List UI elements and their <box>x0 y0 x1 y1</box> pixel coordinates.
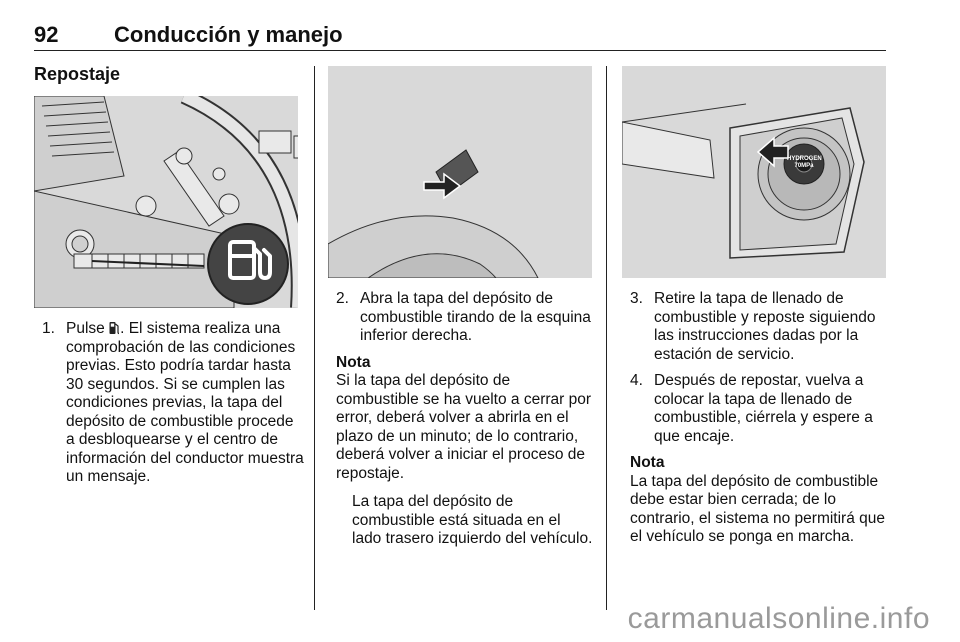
step-text: . El sistema realiza una comprobación de las condiciones previas. Esto podría tardar hasta 30 segundos. Si se cumplen las condiciones previas, la tapa del depósito de combustible procede a desbloquearse y el centro de información del conductor muestra un mensaje. <box>66 320 304 485</box>
column-3-text <box>630 290 888 557</box>
info-paragraph: La tapa del depósito de combustible está situada en el lado trasero izquierdo del vehículo. <box>352 493 593 547</box>
fuel-door-illustration <box>328 66 592 278</box>
note-body: La tapa del depósito de combustible debe estar bien cerrada; de lo contrario, el sistema no permitirá que el vehículo se ponga en marcha. <box>630 472 886 545</box>
step-1 <box>42 320 304 487</box>
step-2 <box>336 290 594 346</box>
step-number: 3. <box>630 290 643 307</box>
fuel-door-release-icon <box>109 321 120 335</box>
section-title: Repostaje <box>34 64 121 84</box>
note-body: Si la tapa del depósito de combustible se ha vuelto a cerrar por error, deberá volver a abrirla en el plazo de un minuto; de lo contrario, deberá volver a iniciar el proceso de repostaje. <box>336 372 592 482</box>
watermark: carmanualsonline.info <box>627 602 930 635</box>
dashboard-illustration <box>34 96 298 308</box>
step-text: Pulse <box>66 320 110 337</box>
step-4 <box>630 372 888 446</box>
step-text: Retire la tapa de llenado de combustible y reposte siguiendo las instrucciones dadas por la estación de servicio. <box>654 290 876 363</box>
hydrogen-cap-label: HYDROGEN 70MPa <box>787 156 822 169</box>
page-number: 92 <box>34 22 59 47</box>
step-number: 1. <box>42 320 55 337</box>
column-divider <box>606 66 607 610</box>
column-divider <box>314 66 315 610</box>
step-number: 2. <box>336 290 349 307</box>
note-title: Nota <box>336 353 371 371</box>
column-1-text <box>42 320 304 495</box>
page-header <box>34 22 886 52</box>
step-text: Después de repostar, vuelva a colocar la tapa de llenado de combustible, ciérrela y espere a que encaje. <box>654 372 873 445</box>
step-3 <box>630 290 888 364</box>
note-title: Nota <box>630 454 665 471</box>
chapter-title: Conducción y manejo <box>114 22 343 47</box>
header-divider <box>34 50 886 51</box>
step-text: Abra la tapa del depósito de combustible tirando de la esquina inferior derecha. <box>360 290 591 344</box>
filler-cap-illustration <box>622 66 886 278</box>
column-2-text <box>336 290 594 549</box>
step-number: 4. <box>630 372 643 389</box>
